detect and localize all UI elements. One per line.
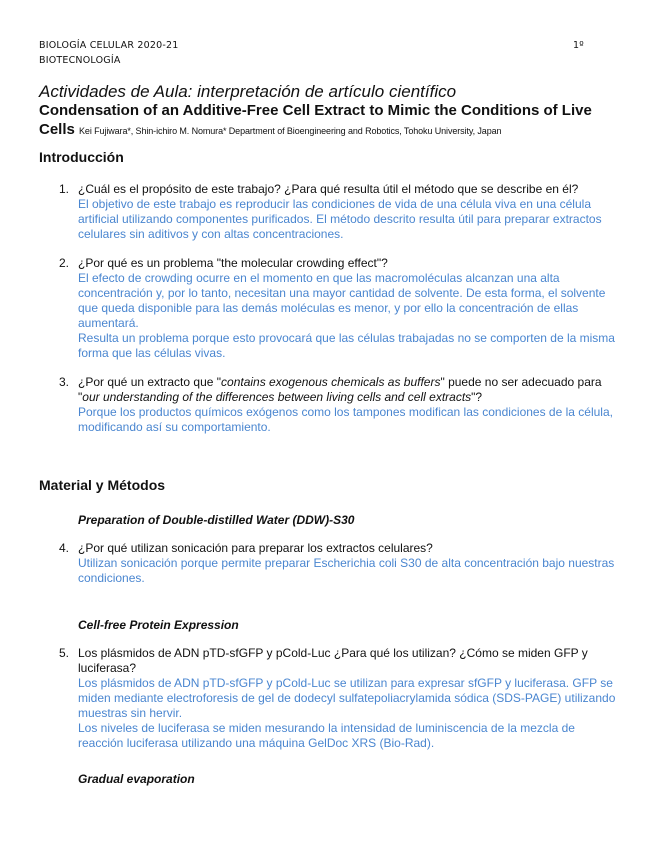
degree-header: BIOTECNOLOGÍA — [39, 55, 121, 66]
activity-title: Actividades de Aula: interpretación de artículo científico — [39, 82, 457, 101]
paper-authors: Kei Fujiwara*, Shin-ichiro M. Nomura* Department of Bioengineering and Robotics, Tohoku University, Japan — [79, 126, 502, 136]
question-number: 1. — [59, 182, 70, 196]
section-heading-intro: Introducción — [39, 149, 124, 165]
question-quote: our understanding of the differences between living cells and cell extracts — [82, 390, 472, 404]
paper-title-line1: Condensation of an Additive-Free Cell Extract to Mimic the Conditions of Live — [39, 102, 592, 119]
answer-text: Utilizan sonicación porque permite preparar Escherichia coli S30 de alta concentración bajo nuestras condiciones. — [78, 556, 615, 585]
question-number: 4. — [59, 541, 70, 555]
course-header: BIOLOGÍA CELULAR 2020-21 — [39, 40, 179, 51]
answer-text-continued: Los niveles de luciferasa se miden mesurando la intensidad de luminiscencia de la mezcla de reacción luciferasa utilizando una máquina GelDoc XRS (Bio-Rad). — [78, 721, 575, 750]
subsection-heading-protein-expression: Cell-free Protein Expression — [78, 618, 239, 632]
answer-text-continued: Resulta un problema porque esto provocará que las células trabajadas no se comporten de la misma forma que las células vivas. — [78, 331, 615, 360]
question-number: 3. — [59, 375, 70, 389]
paper-title — [39, 101, 614, 141]
answer-text: Los plásmidos de ADN pTD-sfGFP y pCold-Luc se utilizan para expresar sfGFP y luciferasa. GFP se miden mediante electroforesis de gel de dodecyl sulfatepoliacrylamida sódica (SDS-PAGE) utilizando muestras sin hervir. — [78, 676, 616, 720]
question-number: 5. — [59, 646, 70, 660]
answer-text: El efecto de crowding ocurre en el momento en que las macromoléculas alcanzan una alta concentración y, por lo tanto, necesitan una mayor cantidad de solvente. De esta forma, el solvente que queda disponible para las demás moléculas es menor, y por ello la concentración de ellas aumentará. — [78, 271, 606, 330]
question-text-part: ¿Por qué un extracto que " — [78, 375, 222, 389]
question-text — [78, 375, 618, 405]
question-quote: contains exogenous chemicals as buffers — [221, 375, 441, 389]
subsection-heading-ddw-s30: Preparation of Double-distilled Water (DDW)-S30 — [78, 513, 355, 527]
question-text: Los plásmidos de ADN pTD-sfGFP y pCold-Luc ¿Para qué los utilizan? ¿Cómo se miden GFP y luciferasa? — [78, 646, 588, 675]
question-text: ¿Por qué es un problema "the molecular crowding effect"? — [78, 256, 388, 270]
question-text: ¿Por qué utilizan sonicación para preparar los extractos celulares? — [78, 541, 433, 555]
subsection-heading-evaporation: Gradual evaporation — [78, 772, 195, 786]
question-text: ¿Cuál es el propósito de este trabajo? ¿Para qué resulta útil el método que se describe en él? — [78, 182, 579, 196]
question-number: 2. — [59, 256, 70, 270]
section-heading-methods: Material y Métodos — [39, 477, 166, 493]
page-number: 1º — [573, 40, 584, 51]
paper-title-line2: Cells — [39, 121, 75, 138]
answer-text: Porque los productos químicos exógenos como los tampones modifican las condiciones de la célula, modificando así su comportamiento. — [78, 405, 613, 434]
answer-text: El objetivo de este trabajo es reproducir las condiciones de vida de una célula viva en una célula artificial utilizando componentes purificados. El método descrito resulta útil para preparar extractos celulares sin aditivos y con altas concentraciones. — [78, 197, 602, 241]
question-text-part: " puede no ser adecuado para " — [78, 375, 602, 404]
question-text-part: "? — [471, 390, 483, 404]
